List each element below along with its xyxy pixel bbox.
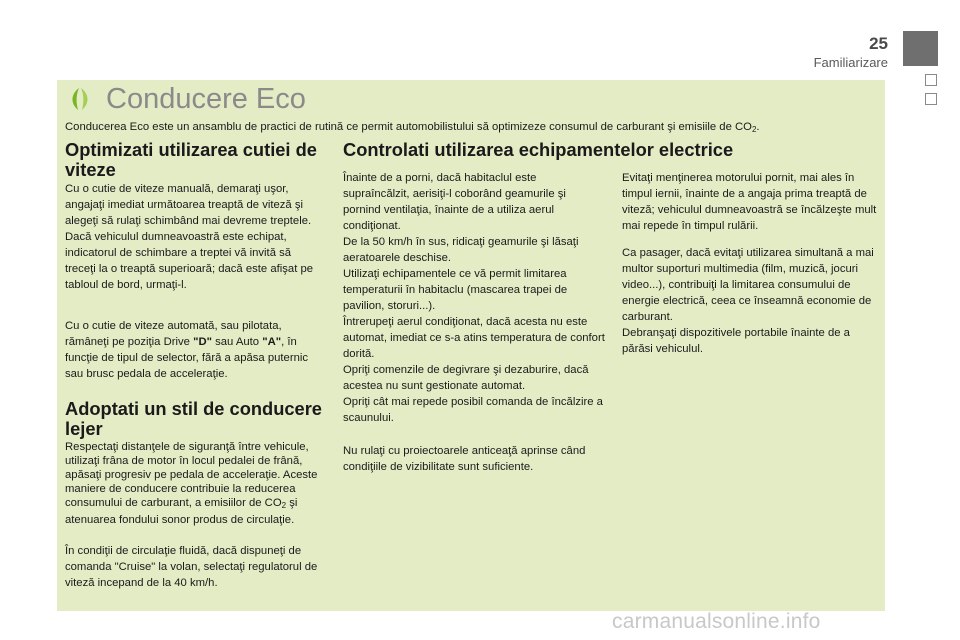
watermark: carmanualsonline.info [612, 610, 821, 633]
paragraph-fog-lamps: Nu rulaţi cu proiectoarele anticeaţă aprinse când condiţiile de vizibilitate sunt suficiente. [343, 445, 586, 473]
leaf-icon [66, 86, 94, 112]
paragraph-automatic-gearbox: Cu o cutie de viteze automată, sau pilotata, rămâneţi pe poziţia Drive "D" sau Auto "A", în funcţie de tipul de selector, fără a apăsa puternic sau brusc pedala de acceleraţie. [65, 320, 309, 380]
heading-gearbox: Optimizati utilizarea cutiei de viteze [65, 139, 317, 180]
paragraph-passenger-multimedia: Ca pasager, dacă evitaţi utilizarea simultană a mai multor suporturi multimedia (film, muzică, jocuri video...), contribuiţi la limitarea consumului de energie electrică, ceea ce înseamnă economie de carburant. Debranşaţi dispozitivele portabile înainte de a părăsi vehiculul. [622, 247, 874, 355]
paragraph-engine-idling: Evitaţi menţinerea motorului pornit, mai ales în timpul iernii, înainte de a angaja prima treaptă de viteză; vehiculul dumneavoastră se încălzeşte mult mai repede în timpul rulării. [622, 172, 877, 232]
paragraph-cruise-control: În condiţii de circulaţie fluidă, dacă dispuneţi de comanda "Cruise" la volan, selectaţi regulatorul de viteză incepand de la 40 km/h. [65, 545, 318, 589]
page-number: 25 [869, 34, 888, 53]
chapter-tab-marker [903, 31, 938, 66]
paragraph-safety-distance: Respectaţi distanţele de siguranţă între vehicule, utilizaţi frâna de motor în locul pedalei de frână, apăsaţi progresiv pe pedala de acceleraţie. Aceste maniere de conducere contribuie la reducerea consumului de carburant, a emisiilor de $CO_2$ şi atenuarea fondului sonor produs de circulaţie. [65, 441, 318, 526]
heading-driving-style: Adoptati un stil de conducere lejer [65, 398, 322, 439]
paragraph-manual-gearbox: Cu o cutie de viteze manuală, demaraţi uşor, angajaţi imediat următoarea treaptă de viteză şi alegeţi să rulaţi schimbând mai devreme treptele. Dacă vehiculul dumneavoastră este echipat, indicatorul de schimbare a treptei vă invită să treceţi la o treaptă superioară; dacă este afişat pe tabloul de bord, urmaţi-l. [65, 183, 314, 291]
section-name: Familiarizare [813, 55, 888, 70]
paragraph-cabin-comfort: Înainte de a porni, dacă habitaclul este supraîncălzit, aerisiţi-l coborând geamurile şi pornind ventilaţia, înainte de a utiliza aerul condiţionat. De la 50 km/h în sus, ridicaţi geamurile şi lăsaţi aeratoarele deschise. Utilizaţi echipamentele ce vă permit limitarea temperaturii în habitaclu (mascarea trapei de pavilion, storuri...). Întrerupeţi aerul condiţionat, dacă acesta nu este automat, imediat ce s-a atins temperatura de confort dorită. Opriţi comenzile de degivrare şi dezaburire, dacă acestea nu sunt gestionate automat. Opriţi cât mai repede posibil comanda de încălzire a scaunului. [343, 172, 605, 424]
chapter-tab-outline-2 [925, 93, 937, 105]
heading-electrical-equipment: Controlati utilizarea echipamentelor electrice [343, 139, 734, 160]
page-title: Conducere Eco [106, 83, 306, 115]
intro-text: Conducerea Eco este un ansamblu de practici de rutină ce permit automobilistului să optimizeze consumul de carburant şi emisiile de $CO_2$. [65, 121, 760, 134]
chapter-tab-outline-1 [925, 74, 937, 86]
